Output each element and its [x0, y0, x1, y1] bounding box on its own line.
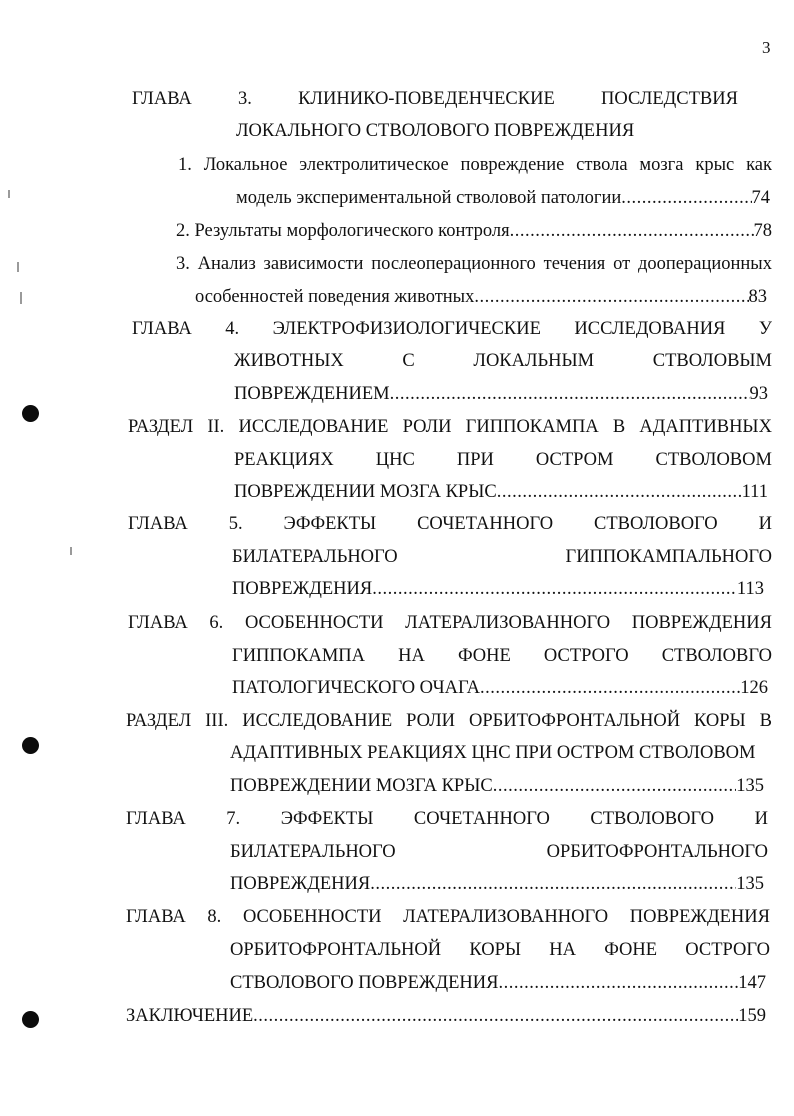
margin-speck	[20, 292, 22, 304]
page-number: 3	[762, 38, 771, 57]
toc-line: РЕАКЦИЯХ ЦНС ПРИ ОСТРОМ СТВОЛОВОМ	[234, 450, 772, 470]
toc-line: ГЛАВА 7. ЭФФЕКТЫ СОЧЕТАННОГО СТВОЛОВОГО И	[126, 809, 768, 829]
toc-line: ПОВРЕЖДЕНИЕМ ..... 93	[234, 383, 768, 405]
toc-line: БИЛАТЕРАЛЬНОГО ОРБИТОФРОНТАЛЬНОГО	[230, 842, 768, 862]
binder-hole-1	[22, 405, 39, 422]
page-ref: 74	[751, 188, 770, 208]
leader-dots	[370, 873, 736, 895]
page-ref: 83	[748, 287, 767, 307]
page-ref: 126	[740, 678, 768, 698]
toc-line: ГЛАВА 6. ОСОБЕННОСТИ ЛАТЕРАЛИЗОВАННОГО ПОВРЕЖДЕНИЯ	[128, 613, 772, 633]
toc-line: ОРБИТОФРОНТАЛЬНОЙ КОРЫ НА ФОНЕ ОСТРОГО	[230, 940, 770, 960]
toc-line: РАЗДЕЛ II. ИССЛЕДОВАНИЕ РОЛИ ГИППОКАМПА В АДАПТИВНЫХ	[128, 417, 772, 437]
toc-line: ГИППОКАМПА НА ФОНЕ ОСТРОГО СТВОЛОВГО	[232, 646, 772, 666]
page-ref: 111	[741, 482, 768, 502]
page-ref: 78	[753, 221, 772, 241]
toc-line: ПОВРЕЖДЕНИЯ ..... 135	[230, 873, 764, 895]
page-ref: 147	[738, 973, 766, 993]
leader-dots	[498, 972, 738, 994]
margin-speck	[70, 547, 72, 555]
leader-dots	[253, 1005, 738, 1027]
toc-line: ПОВРЕЖДЕНИИ МОЗГА КРЫС ..... 135	[230, 775, 764, 797]
toc-line: СТВОЛОВОГО ПОВРЕЖДЕНИЯ ..... 147	[230, 972, 766, 994]
leader-dots	[510, 220, 754, 242]
toc-line: особенностей поведения животных ..... 83	[195, 286, 767, 308]
page-ref: 159	[738, 1006, 766, 1026]
leader-dots	[372, 578, 737, 600]
page-ref: 93	[749, 384, 768, 404]
toc-line: АДАПТИВНЫХ РЕАКЦИЯХ ЦНС ПРИ ОСТРОМ СТВОЛОВОМ	[230, 743, 756, 763]
margin-speck	[17, 262, 19, 272]
toc-line: ЖИВОТНЫХ С ЛОКАЛЬНЫМ СТВОЛОВЫМ	[234, 351, 772, 371]
binder-hole-2	[22, 737, 39, 754]
toc-line: 1. Локальное электролитическое повреждение ствола мозга крыс как	[178, 155, 772, 175]
leader-dots	[493, 775, 737, 797]
page-ref: 135	[736, 874, 764, 894]
toc-line: ЛОКАЛЬНОГО СТВОЛОВОГО ПОВРЕЖДЕНИЯ	[236, 121, 635, 141]
toc-line: 2. Результаты морфологического контроля ..... 78	[176, 220, 772, 242]
leader-dots	[390, 383, 750, 405]
toc-line: модель экспериментальной стволовой патологии ..... 74	[236, 187, 770, 209]
page-ref: 113	[736, 579, 764, 599]
leader-dots	[474, 286, 748, 308]
toc-line: ГЛАВА 5. ЭФФЕКТЫ СОЧЕТАННОГО СТВОЛОВОГО И	[128, 514, 772, 534]
toc-line: БИЛАТЕРАЛЬНОГО ГИППОКАМПАЛЬНОГО	[232, 547, 772, 567]
toc-line: ГЛАВА 4. ЭЛЕКТРОФИЗИОЛОГИЧЕСКИЕ ИССЛЕДОВАНИЯ У	[132, 319, 772, 339]
toc-line: ГЛАВА 3. КЛИНИКО-ПОВЕДЕНЧЕСКИЕ ПОСЛЕДСТВИЯ	[132, 89, 738, 109]
leader-dots	[480, 677, 740, 699]
page-ref: 135	[736, 776, 764, 796]
toc-line: ПОВРЕЖДЕНИЯ ..... 113	[232, 578, 764, 600]
toc-line: ПОВРЕЖДЕНИИ МОЗГА КРЫС ..... 111	[234, 481, 768, 503]
margin-speck	[8, 190, 10, 198]
toc-line: ПАТОЛОГИЧЕСКОГО ОЧАГА ..... 126	[232, 677, 768, 699]
toc-line: ЗАКЛЮЧЕНИЕ ..... 159	[126, 1005, 766, 1027]
leader-dots	[621, 187, 751, 209]
leader-dots	[497, 481, 742, 503]
toc-line: ГЛАВА 8. ОСОБЕННОСТИ ЛАТЕРАЛИЗОВАННОГО ПОВРЕЖДЕНИЯ	[126, 907, 770, 927]
toc-line: РАЗДЕЛ III. ИССЛЕДОВАНИЕ РОЛИ ОРБИТОФРОНТАЛЬНОЙ КОРЫ В	[126, 711, 772, 731]
toc-line: 3. Анализ зависимости послеоперационного течения от дооперационных	[176, 254, 772, 274]
binder-hole-3	[22, 1011, 39, 1028]
